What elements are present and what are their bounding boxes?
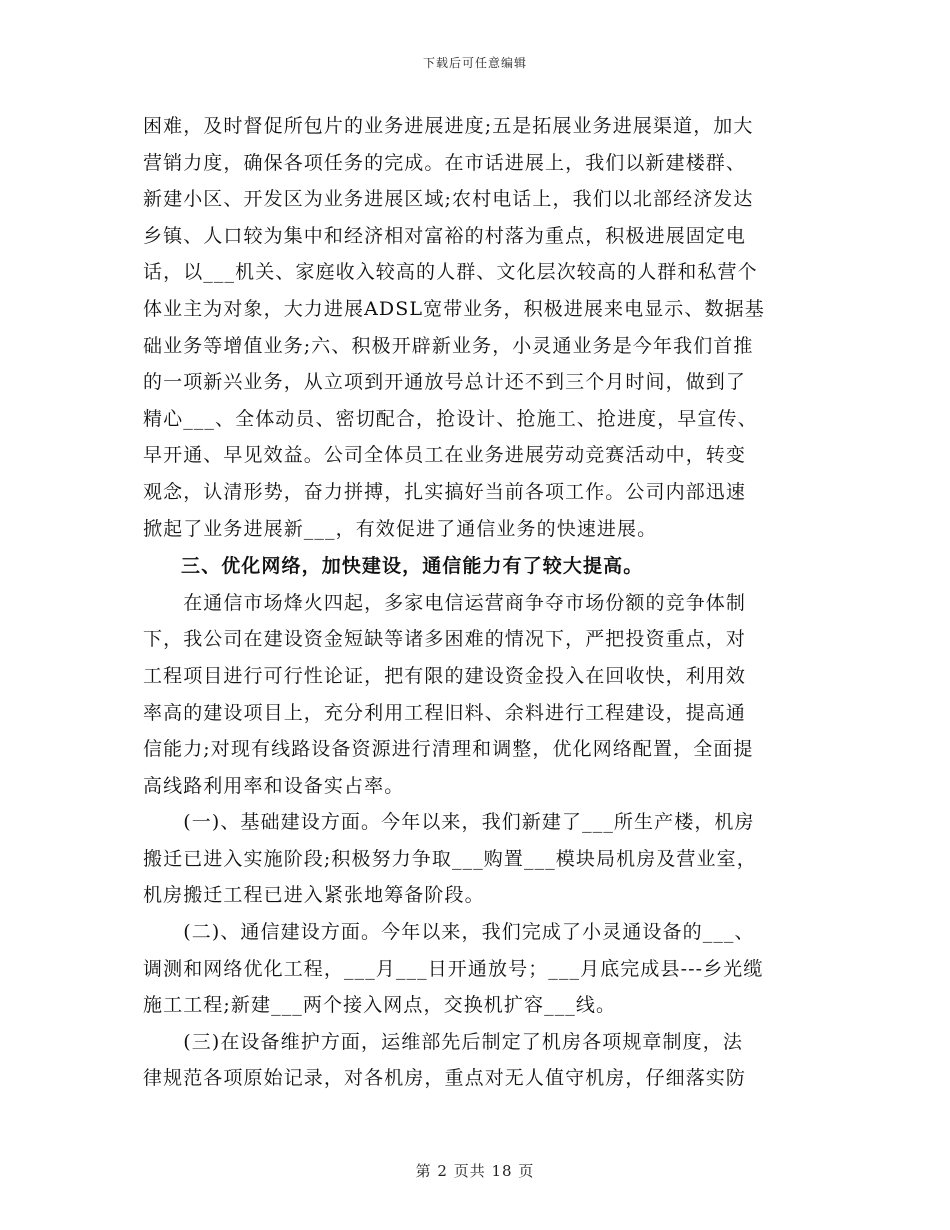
text-line: 营销力度，确保各项任务的完成。在市话进展上，我们以新建楼群、 <box>143 151 747 174</box>
text-line: 律规范各项原始记录，对各机房，重点对无人值守机房，仔细落实防 <box>143 1067 747 1090</box>
text-line: 精心___、全体动员、密切配合，抢设计、抢施工、抢进度，早宣传、 <box>143 407 758 430</box>
text-line: 乡镇、人口较为集中和经济相对富裕的村落为重点，积极进展固定电 <box>143 224 747 247</box>
page-header: 下载后可任意编辑 <box>422 56 527 70</box>
section-heading: 三、优化网络，加快建设，通信能力有了较大提高。 <box>181 555 644 578</box>
text-line: 信能力;对现有线路设备资源进行清理和调整，优化网络配置，全面提 <box>143 738 754 761</box>
text-line: 在通信市场烽火四起，多家电信运营商争夺市场份额的竞争体制 <box>143 591 747 614</box>
text-line: 高线路利用率和设备实占率。 <box>143 774 405 797</box>
text-line: 下，我公司在建设资金短缺等诸多困难的情况下，严把投资重点，对 <box>143 628 747 651</box>
text-line: 新建小区、开发区为业务进展区域;农村电话上，我们以北部经济发达 <box>143 188 754 211</box>
text-line: (三)在设备维护方面，运维部先后制定了机房各项规章制度，法 <box>143 1030 743 1053</box>
text-line: 体业主为对象，大力进展ADSL宽带业务，积极进展来电显示、数据基 <box>143 297 765 320</box>
text-line: 掀起了业务进展新___，有效促进了通信业务的快速进展。 <box>143 517 658 540</box>
text-line: (二)、通信建设方面。今年以来，我们完成了小灵通设备的___、 <box>143 921 755 944</box>
text-line: 础业务等增值业务;六、积极开辟新业务，小灵通业务是今年我们首推 <box>143 334 754 357</box>
text-line: 的一项新兴业务，从立项到开通放号总计还不到三个月时间，做到了 <box>143 371 747 394</box>
text-line: 工程项目进行可行性论证，把有限的建设资金投入在回收快，利用效 <box>143 664 747 687</box>
text-line: 调测和网络优化工程，___月___日开通放号；___月底完成县---乡光缆 <box>143 957 764 980</box>
page-footer: 第 2 页共 18 页 <box>415 1162 535 1180</box>
text-line: 搬迁已进入实施阶段;积极努力争取___购置___模块局机房及营业室， <box>143 847 757 870</box>
text-line: 早开通、早见效益。公司全体员工在业务进展劳动竞赛活动中，转变 <box>143 444 747 467</box>
text-line: 率高的建设项目上，充分利用工程旧料、余料进行工程建设，提高通 <box>143 701 747 724</box>
text-line: 话，以___机关、家庭收入较高的人群、文化层次较高的人群和私营个 <box>143 261 758 284</box>
text-line: 机房搬迁工程已进入紧张地筹备阶段。 <box>143 884 485 907</box>
text-line: 观念，认清形势，奋力拼搏，扎实搞好当前各项工作。公司内部迅速 <box>143 480 747 503</box>
text-line: (一)、基础建设方面。今年以来，我们新建了___所生产楼，机房 <box>143 811 755 834</box>
document-body <box>143 108 803 1097</box>
text-line: 施工工程;新建___两个接入网点，交换机扩容___线。 <box>143 994 617 1017</box>
text-line: 困难，及时督促所包片的业务进展进度;五是拓展业务进展渠道，加大 <box>143 115 754 137</box>
